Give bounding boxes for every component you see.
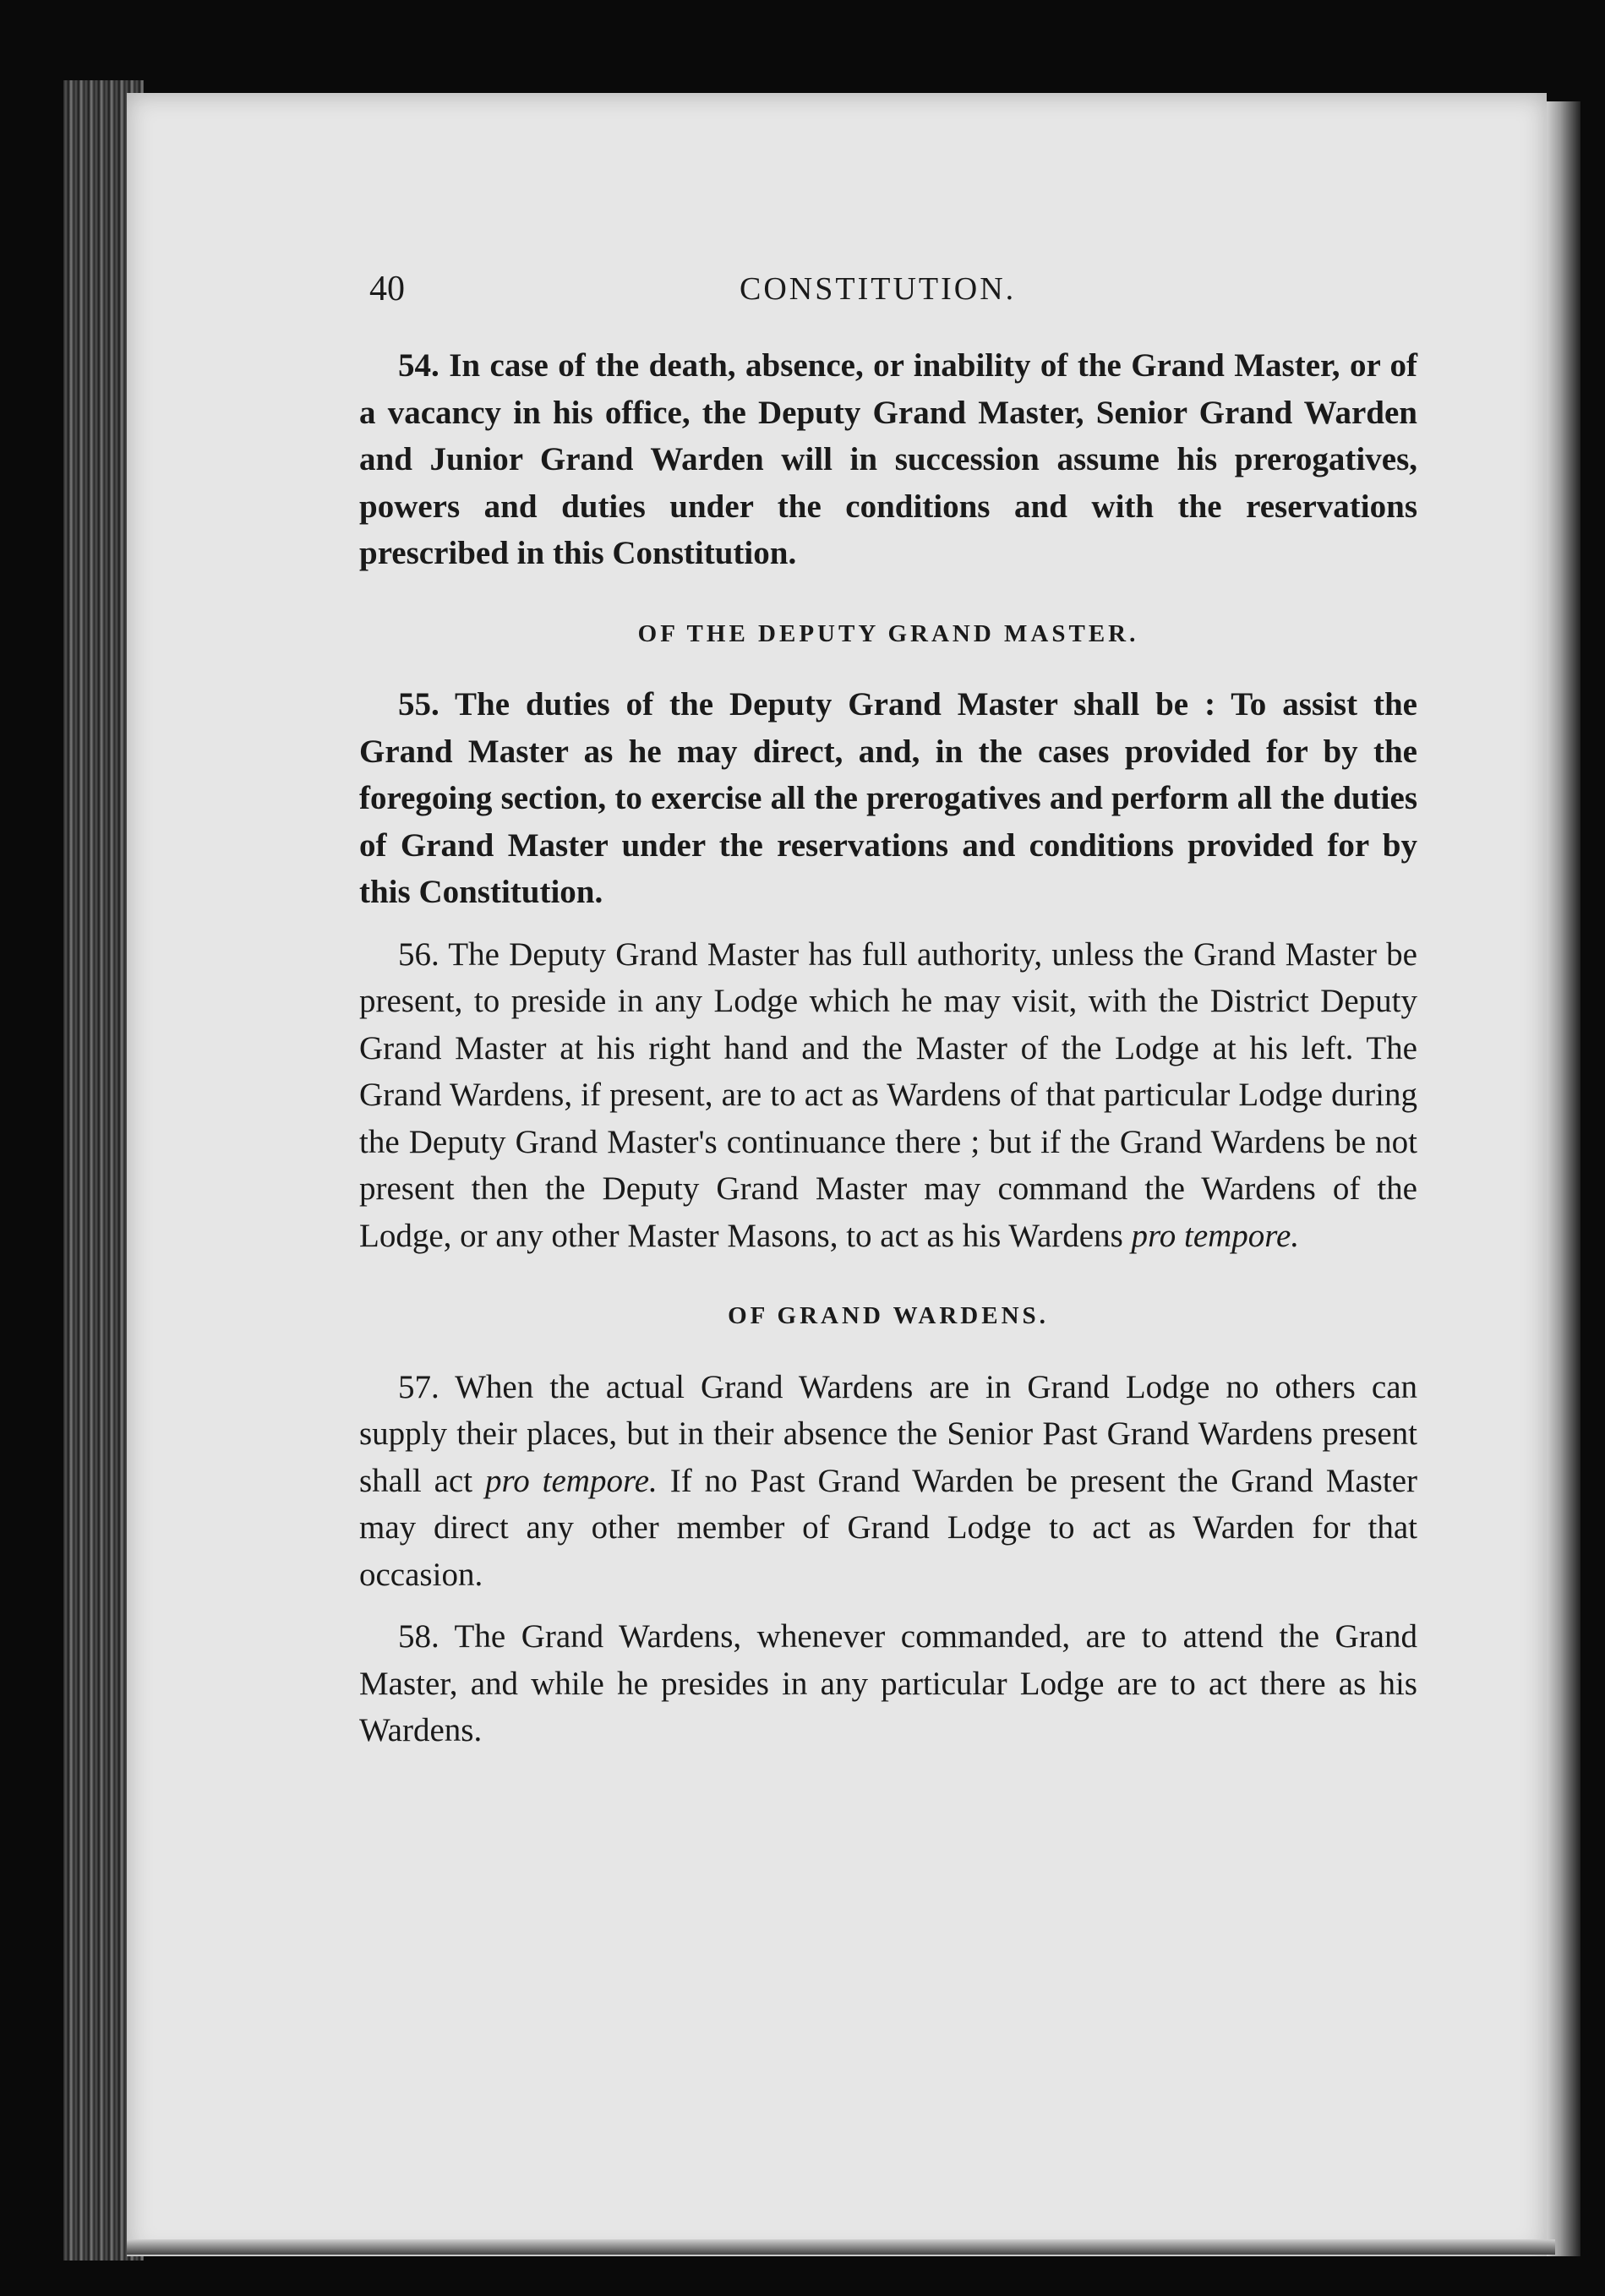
article-57-italic: pro tempore.: [485, 1462, 658, 1499]
section-heading-grand-wardens: OF GRAND WARDENS.: [728, 1302, 1049, 1329]
article-56-text: 56. The Deputy Grand Master has full authority, unless the Grand Master be present, to preside in any Lodge which he may visit, with the District Deputy Grand Master at his right hand and the Master of the Lodge at his left. The Grand Wardens, if present, are to act as Wardens of that particular Lodge during the Deputy Grand Master's continuance there ; but if the Grand Wardens be not present then the Deputy Grand Master may command the Wardens of the Lodge, or any other Master Masons, to act as his Wardens: [359, 935, 1417, 1254]
article-57: [359, 1364, 1417, 1599]
article-56: [359, 931, 1417, 1260]
article-58: 58. The Grand Wardens, whenever commanded, are to attend the Grand Master, and while he presides in any particular Lodge are to act there as his Wardens.: [359, 1618, 1417, 1748]
article-57-continuation: If no Past Grand Warden be present the Grand Master may direct any other member of Grand Lodge to act as Warden for that occasion.: [359, 1462, 1417, 1593]
page-header: [359, 266, 1417, 317]
running-title: CONSTITUTION.: [740, 271, 1017, 307]
page-bottom-edge: [127, 2239, 1555, 2255]
article-55: 55. The duties of the Deputy Grand Master shall be : To assist the Grand Master as he may direct, and, in the cases provided for by the foregoing section, to exercise all the prerogatives and perform all the duties of Grand Master under the reservations and conditions provided for by this Constitution.: [359, 686, 1417, 910]
page-number: 40: [369, 270, 405, 308]
article-54: 54. In case of the death, absence, or inability of the Grand Master, or of a vacancy in his office, the Deputy Grand Master, Senior Grand Warden and Junior Grand Warden will in succession assume his prerogatives, powers and duties under the conditions and with the reservations prescribed in this Constitution.: [359, 347, 1417, 571]
page-right-edge: [1547, 101, 1580, 2256]
article-57-text: 57. When the actual Grand Wardens are in Grand Lodge no others can supply their places, but in their absence the Senior Past Grand Wardens present shall act: [359, 1368, 1417, 1499]
article-56-italic: pro tempore.: [1131, 1217, 1300, 1254]
section-heading-deputy-grand-master: OF THE DEPUTY GRAND MASTER.: [637, 619, 1139, 647]
page-content: [359, 266, 1417, 1770]
